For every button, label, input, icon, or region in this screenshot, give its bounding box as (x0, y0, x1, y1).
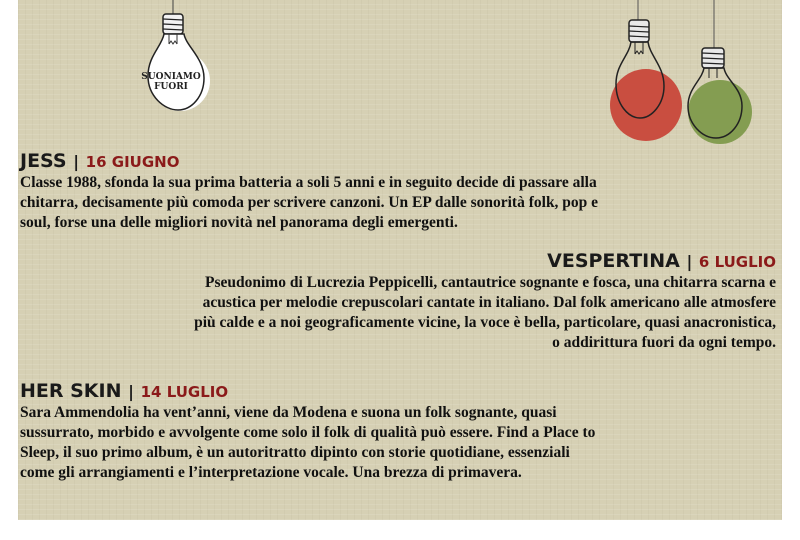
description-line: Sara Ammendolia ha vent’anni, viene da Modena e suona un folk sognante, quasi (20, 404, 557, 421)
description-line: Pseudonimo di Lucrezia Peppicelli, cantautrice sognante e fosca, una chitarra scarna e (204, 274, 776, 291)
description-line: acustica per melodie crepuscolari cantate in italiano. Dal folk americano alle atmosfere (202, 294, 776, 311)
description-line: soul, forse una delle migliori novità nel panorama degli emergenti. (20, 214, 458, 231)
bulb-sign-line1: SUONIAMO (141, 72, 201, 82)
description-line: Sleep, il suo primo album, è un autoritratto dipinto con storie quotidiane, essenziali (20, 444, 570, 461)
artist-heading (20, 380, 775, 403)
artist-name: JESS (20, 150, 67, 172)
heading-separator: | (73, 152, 80, 171)
artist-name: VESPERTINA (547, 250, 680, 272)
artist-date: 6 LUGLIO (698, 253, 776, 271)
white-bulb-icon (138, 0, 218, 120)
description-line: più calde e a noi geograficamente vicine, la voce è bella, particolare, quasi anacronistica, (194, 314, 776, 331)
artist-name: HER SKIN (20, 380, 122, 402)
description-line: o addirittura fuori da ogni tempo. (552, 334, 776, 351)
heading-separator: | (686, 252, 693, 271)
bulb-sign-line2: FUORI (154, 82, 188, 92)
description-line: sussurrato, morbido e avvolgente come solo il folk di qualità può essere. Find a Place to (20, 424, 596, 441)
artist-description (24, 273, 776, 353)
green-bulb-icon (680, 0, 770, 155)
artist-section-jess (20, 150, 775, 233)
artist-section-her-skin (20, 380, 775, 483)
bulb-sign (138, 72, 204, 92)
artist-date: 16 GIUGNO (85, 153, 180, 171)
artist-heading (24, 250, 776, 273)
artist-description (20, 173, 775, 233)
artist-section-vespertina (24, 250, 776, 353)
artist-date: 14 LUGLIO (140, 383, 229, 401)
heading-separator: | (128, 382, 134, 401)
artist-heading (20, 150, 775, 173)
artist-description (20, 403, 775, 483)
description-line: chitarra, decisamente più comoda per scrivere canzoni. Un EP dalle sonorità folk, pop e (20, 194, 599, 211)
description-line: Classe 1988, sfonda la sua prima batteria a soli 5 anni e in seguito decide di passare alla (20, 174, 597, 191)
description-line: come gli arrangiamenti e l’interpretazione vocale. Una brezza di primavera. (20, 464, 522, 481)
